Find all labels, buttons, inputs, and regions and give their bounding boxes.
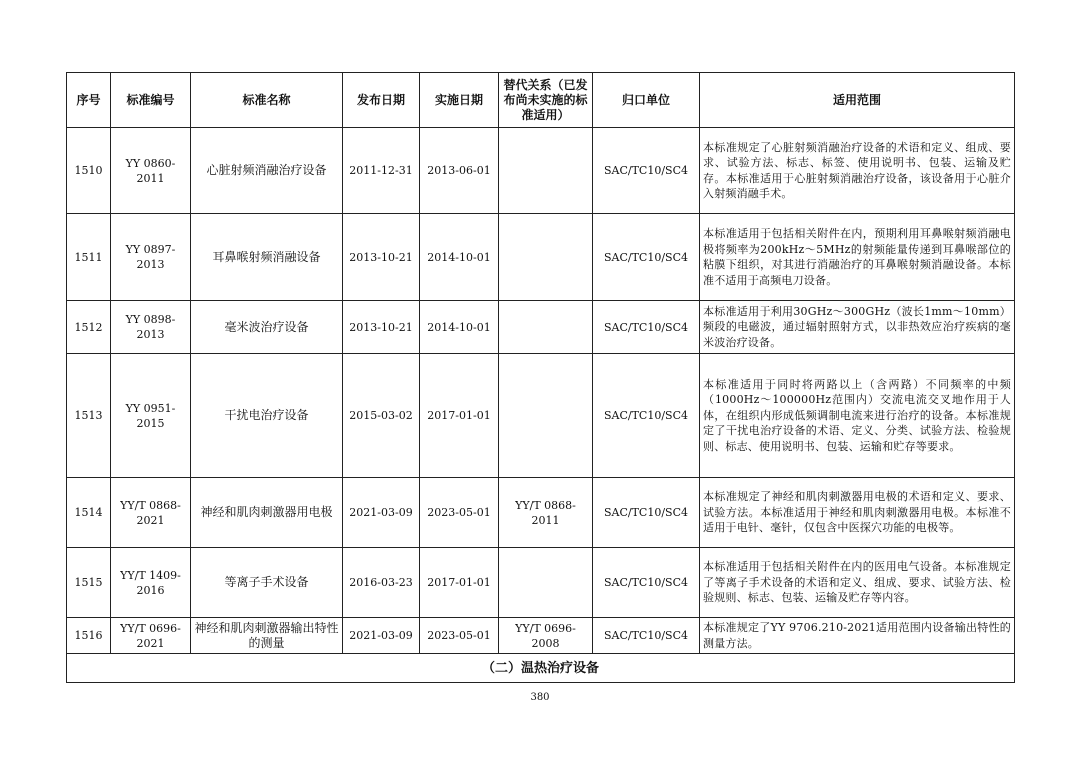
cell-org: SAC/TC10/SC4 <box>593 478 700 548</box>
table-row <box>67 618 1015 654</box>
cell-replace <box>499 548 593 618</box>
cell-implement: 2017-01-01 <box>420 548 499 618</box>
cell-seq: 1514 <box>67 478 111 548</box>
cell-name: 干扰电治疗设备 <box>191 354 343 478</box>
page-number: 380 <box>530 692 550 703</box>
cell-scope: 本标准规定了YY 9706.210-2021适用范围内设备输出特性的测量方法。 <box>700 618 1015 654</box>
cell-name: 毫米波治疗设备 <box>191 301 343 354</box>
cell-name: 神经和肌肉刺激器输出特性的测量 <box>191 618 343 654</box>
cell-scope: 本标准适用于包括相关附件在内的医用电气设备。本标准规定了等离子手术设备的术语和定义、组成、要求、试验方法、检验规则、标志、包装、运输及贮存等内容。 <box>700 548 1015 618</box>
table-row <box>67 214 1015 301</box>
cell-code: YY 0897-2013 <box>111 214 191 301</box>
cell-scope: 本标准规定了心脏射频消融治疗设备的术语和定义、组成、要求、试验方法、标志、标签、使用说明书、包装、运输及贮存。本标准适用于心脏射频消融治疗设备，该设备用于心脏介入射频消融手术。 <box>700 128 1015 214</box>
cell-scope: 本标准适用于利用30GHz～300GHz（波长1mm～10mm）频段的电磁波，通过辐射照射方式，以非热效应治疗疾病的毫米波治疗设备。 <box>700 301 1015 354</box>
header-code: 标准编号 <box>111 73 191 128</box>
cell-code: YY/T 1409-2016 <box>111 548 191 618</box>
cell-publish: 2011-12-31 <box>343 128 420 214</box>
cell-code: YY/T 0696-2021 <box>111 618 191 654</box>
cell-seq: 1513 <box>67 354 111 478</box>
cell-scope: 本标准规定了神经和肌肉刺激器用电极的术语和定义、要求、试验方法。本标准适用于神经和肌肉刺激器用电极。本标准不适用于电针、毫针，仅包含中医探穴功能的电极等。 <box>700 478 1015 548</box>
cell-code: YY 0898-2013 <box>111 301 191 354</box>
cell-replace <box>499 128 593 214</box>
cell-org: SAC/TC10/SC4 <box>593 618 700 654</box>
cell-scope: 本标准适用于同时将两路以上（含两路）不同频率的中频（1000Hz～100000Hz范围内）交流电流交叉地作用于人体，在组织内形成低频调制电流来进行治疗的设备。本标准规定了干扰电治疗设备的术语、定义、分类、试验方法、检验规则、标志、使用说明书、包装、运输和贮存等要求。 <box>700 354 1015 478</box>
cell-org: SAC/TC10/SC4 <box>593 354 700 478</box>
header-publish: 发布日期 <box>343 73 420 128</box>
cell-replace <box>499 301 593 354</box>
cell-name: 心脏射频消融治疗设备 <box>191 128 343 214</box>
cell-seq: 1512 <box>67 301 111 354</box>
table-row <box>67 478 1015 548</box>
table-row <box>67 301 1015 354</box>
cell-seq: 1515 <box>67 548 111 618</box>
header-replace: 替代关系（已发布尚未实施的标准适用） <box>499 73 593 128</box>
cell-code: YY 0860-2011 <box>111 128 191 214</box>
cell-org: SAC/TC10/SC4 <box>593 548 700 618</box>
cell-name: 神经和肌肉刺激器用电极 <box>191 478 343 548</box>
cell-name: 等离子手术设备 <box>191 548 343 618</box>
header-implement: 实施日期 <box>420 73 499 128</box>
table-row <box>67 354 1015 478</box>
header-row <box>67 73 1015 128</box>
table-row <box>67 548 1015 618</box>
cell-replace <box>499 214 593 301</box>
cell-org: SAC/TC10/SC4 <box>593 301 700 354</box>
cell-seq: 1516 <box>67 618 111 654</box>
cell-replace: YY/T 0696-2008 <box>499 618 593 654</box>
cell-implement: 2017-01-01 <box>420 354 499 478</box>
cell-publish: 2016-03-23 <box>343 548 420 618</box>
cell-publish: 2021-03-09 <box>343 618 420 654</box>
header-seq: 序号 <box>67 73 111 128</box>
cell-publish: 2013-10-21 <box>343 214 420 301</box>
section-row <box>67 654 1015 683</box>
cell-publish: 2021-03-09 <box>343 478 420 548</box>
cell-seq: 1511 <box>67 214 111 301</box>
section-title: （二）温热治疗设备 <box>67 654 1015 683</box>
cell-implement: 2013-06-01 <box>420 128 499 214</box>
cell-seq: 1510 <box>67 128 111 214</box>
cell-publish: 2013-10-21 <box>343 301 420 354</box>
cell-org: SAC/TC10/SC4 <box>593 128 700 214</box>
cell-replace <box>499 354 593 478</box>
header-org: 归口单位 <box>593 73 700 128</box>
header-scope: 适用范围 <box>700 73 1015 128</box>
cell-scope: 本标准适用于包括相关附件在内，预期利用耳鼻喉射频消融电极将频率为200kHz～5MHz的射频能量传递到耳鼻喉部位的粘膜下组织，对其进行消融治疗的耳鼻喉射频消融设备。本标准不适用于高频电刀设备。 <box>700 214 1015 301</box>
standards-table <box>66 72 1015 683</box>
cell-name: 耳鼻喉射频消融设备 <box>191 214 343 301</box>
cell-implement: 2014-10-01 <box>420 301 499 354</box>
table-row <box>67 128 1015 214</box>
cell-replace: YY/T 0868-2011 <box>499 478 593 548</box>
cell-implement: 2023-05-01 <box>420 478 499 548</box>
cell-publish: 2015-03-02 <box>343 354 420 478</box>
cell-code: YY/T 0868-2021 <box>111 478 191 548</box>
header-name: 标准名称 <box>191 73 343 128</box>
cell-implement: 2023-05-01 <box>420 618 499 654</box>
cell-code: YY 0951-2015 <box>111 354 191 478</box>
cell-implement: 2014-10-01 <box>420 214 499 301</box>
cell-org: SAC/TC10/SC4 <box>593 214 700 301</box>
